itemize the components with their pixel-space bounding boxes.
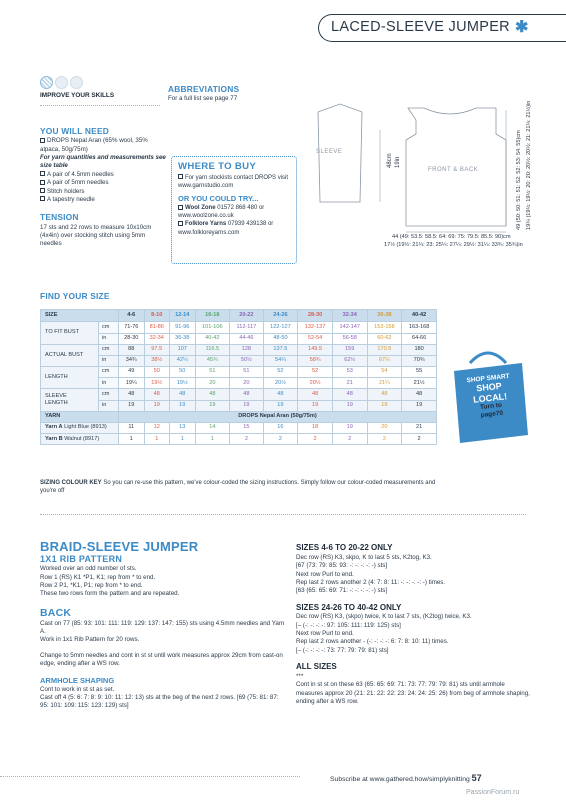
table-cell: 97.5 xyxy=(144,344,170,355)
list-item: Wool Zone 01572 868 480 or www.woolzone.co.uk xyxy=(178,205,265,220)
table-cell: 21 xyxy=(332,378,367,389)
armhole-step: Cont to work in st st as set. xyxy=(40,685,115,693)
checkbox-icon xyxy=(178,174,183,179)
rib-line: Row 1 (RS) K1 *P1, K1; rep from * to end. xyxy=(40,573,156,581)
table-cell: 50 xyxy=(170,367,196,378)
table-cell: 40-42 xyxy=(195,333,230,344)
unit-cell: in xyxy=(99,400,119,411)
abbreviations xyxy=(168,84,318,104)
size-header-cell: 4-6 xyxy=(119,310,145,322)
table-cell: 13 xyxy=(170,423,196,434)
table-cell: 12 xyxy=(144,423,170,434)
table-cell: 20½ xyxy=(298,378,333,389)
watermark: PassionForum.ru xyxy=(466,789,520,796)
pattern-instructions-continued xyxy=(296,543,532,706)
table-row xyxy=(41,322,437,333)
table-row xyxy=(41,400,437,411)
table-cell: 48 xyxy=(298,389,333,400)
table-cell: 49 xyxy=(119,367,145,378)
table-cell: 48 xyxy=(119,389,145,400)
rib-line: These two rows form the pattern and are repeated. xyxy=(40,590,180,598)
instruction-line: Next row Purl to end. xyxy=(296,570,354,578)
find-your-size-heading: FIND YOUR SIZE xyxy=(40,291,110,301)
table-cell: 58¾ xyxy=(298,355,333,366)
size-header-cell: 24-26 xyxy=(263,310,298,322)
table-cell: 112-117 xyxy=(230,322,263,333)
table-cell: 19 xyxy=(332,400,367,411)
table-row xyxy=(41,378,437,389)
rib-line: Row 2 P1, *K1, P1; rep from * to end. xyxy=(40,581,143,589)
sizing-key-text: So you can re-use this pattern, we've colour-coded the sizing instructions. Simply follow our colour-coded measurements and you're off xyxy=(40,480,436,495)
table-cell: 14 xyxy=(195,423,230,434)
size-header-cell: 32-34 xyxy=(332,310,367,322)
size-header-cell: 40-42 xyxy=(402,310,437,322)
table-cell: 142-147 xyxy=(332,322,367,333)
table-cell: 52 xyxy=(263,367,298,378)
table-cell: 19¼ xyxy=(119,378,145,389)
table-cell: 21 xyxy=(402,423,437,434)
unit-cell: in xyxy=(99,378,119,389)
row-label: TO FIT BUST xyxy=(41,322,99,344)
rib-line: Worked over an odd number of sts. xyxy=(40,565,137,573)
table-cell: 28-30 xyxy=(119,333,145,344)
skill-balls xyxy=(40,76,160,89)
table-cell: 48 xyxy=(332,389,367,400)
list-item: A tapestry needle xyxy=(40,196,166,204)
table-cell: 55 xyxy=(402,367,437,378)
divider xyxy=(40,105,160,106)
yarn-ball-icon xyxy=(55,76,68,89)
armhole-step: Cast off 4 (5: 6: 7: 8: 9: 10: 11: 12: 13) sts at the beg of the next 2 rows. [69 (75: 81: 87: 95: 101: 109: 115: 123: 129) sts] xyxy=(40,694,279,710)
table-cell: 51 xyxy=(230,367,263,378)
table-row xyxy=(41,344,437,355)
list-item: A pair of 4.5mm needles xyxy=(40,171,166,179)
abbreviations-heading: ABBREVIATIONS xyxy=(168,84,240,94)
pattern-instructions xyxy=(40,540,285,711)
back-step: Cast on 77 (85: 93: 101: 111: 119: 129: 137: 147: 155) sts using 4.5mm needles and Yarn A. xyxy=(40,619,285,636)
list-item-note: For yarn quantities and measurements see size table xyxy=(40,154,166,170)
alternatives-heading: OR YOU COULD TRY... xyxy=(178,194,259,204)
instruction-line: Rep last 2 rows another 2 (4: 7: 8: 11: -: -: -: -: -) times. xyxy=(296,578,446,586)
yarn-label: Yarn B Walnut (8917) xyxy=(41,434,119,445)
front-back-label: FRONT & BACK xyxy=(428,167,479,173)
size-header-cell: 36-38 xyxy=(367,310,402,322)
where-to-buy-heading: WHERE TO BUY xyxy=(178,161,257,172)
table-cell: 2 xyxy=(332,434,367,445)
table-cell: 48 xyxy=(367,389,402,400)
table-cell: 2 xyxy=(298,434,333,445)
table-cell: 21¼ xyxy=(367,378,402,389)
yarn-row xyxy=(41,423,437,434)
tension-text: 17 sts and 22 rows to measure 10x10cm (4x4in) over stocking stitch using 5mm needles xyxy=(40,223,152,248)
size-table xyxy=(40,309,437,445)
checkbox-icon xyxy=(40,171,45,176)
table-cell: 88 xyxy=(119,344,145,355)
size-header-cell: 28-30 xyxy=(298,310,333,322)
local-text: LOCAL! xyxy=(472,391,508,405)
table-cell: 21½ xyxy=(402,378,437,389)
sleeve-length-in: 19in xyxy=(395,156,401,168)
table-cell: 116.5 xyxy=(195,344,230,355)
table-cell: 48 xyxy=(195,389,230,400)
all-sizes-heading: ALL SIZES xyxy=(296,662,337,672)
yarn-name-cell: DROPS Nepal Aran (50g/75m) xyxy=(119,411,437,422)
you-will-need-heading: YOU WILL NEED xyxy=(40,126,109,136)
table-cell: 48-50 xyxy=(263,333,298,344)
table-cell: 11 xyxy=(119,423,145,434)
checkbox-icon xyxy=(40,196,45,201)
instruction-line: [67 (73: 79: 85: 93: -: -: -: -: -) sts] xyxy=(296,562,388,570)
table-cell: 42¼ xyxy=(170,355,196,366)
unit-cell: cm xyxy=(99,322,119,333)
table-cell: 19½ xyxy=(170,378,196,389)
body-width-cm: 44 (49: 53.5: 58.5: 64: 69: 75: 79.5: 85.5: 90)cm xyxy=(392,234,511,240)
page-number: 57 xyxy=(471,773,482,783)
table-cell: 15 xyxy=(230,423,263,434)
table-header-row xyxy=(41,310,437,322)
shop-local-badge xyxy=(446,349,530,447)
table-cell: 19 xyxy=(230,400,263,411)
checkbox-icon xyxy=(178,221,183,226)
table-row xyxy=(41,389,437,400)
table-cell: 45¾ xyxy=(195,355,230,366)
asterisk-icon: ✱ xyxy=(514,19,529,37)
page-footer xyxy=(0,768,566,788)
table-cell: 2 xyxy=(230,434,263,445)
table-cell: 50 xyxy=(144,367,170,378)
table-cell: 52-54 xyxy=(298,333,333,344)
table-cell: 48 xyxy=(402,389,437,400)
pattern-title-bar xyxy=(318,14,566,42)
table-cell: 153-158 xyxy=(367,322,402,333)
checkbox-icon xyxy=(40,188,45,193)
table-cell: 60-62 xyxy=(367,333,402,344)
table-cell: 122-127 xyxy=(263,322,298,333)
row-label: SLEEVE LENGTH xyxy=(41,389,99,411)
table-cell: 44-46 xyxy=(230,333,263,344)
sizing-colour-key xyxy=(40,479,440,495)
garment-schematic xyxy=(300,90,545,265)
where-to-buy-box xyxy=(171,156,297,264)
table-cell: 48 xyxy=(144,389,170,400)
instruction-line: [63 (65: 65: 69: 71: -: -: -: -: -) sts] xyxy=(296,587,388,595)
table-cell: 48 xyxy=(263,389,298,400)
table-row xyxy=(41,355,437,366)
yarn-header-cell: YARN xyxy=(41,411,119,422)
armhole-heading: ARMHOLE SHAPING xyxy=(40,675,115,685)
back-heading: BACK xyxy=(40,606,72,619)
table-cell: 1 xyxy=(170,434,196,445)
pattern-heading: BRAID-SLEEVE JUMPER xyxy=(40,539,199,554)
size-header-cell: 20-22 xyxy=(230,310,263,322)
page-ref-text: page70 xyxy=(480,409,504,419)
subscribe-link[interactable]: Subscribe at www.gathered.how/simplyknitting xyxy=(330,776,470,783)
table-cell: 19 xyxy=(195,400,230,411)
table-cell: 163-168 xyxy=(402,322,437,333)
table-cell: 107 xyxy=(170,344,196,355)
checkbox-icon xyxy=(40,138,45,143)
divider xyxy=(0,776,300,784)
size-header-cell: 16-18 xyxy=(195,310,230,322)
yarn-label: Yarn A Light Blue (8913) xyxy=(41,423,119,434)
tension-heading: TENSION xyxy=(40,212,79,223)
table-cell: 38½ xyxy=(144,355,170,366)
unit-cell: cm xyxy=(99,367,119,378)
table-cell: 54 xyxy=(367,367,402,378)
table-cell: 16 xyxy=(263,423,298,434)
unit-cell: cm xyxy=(99,344,119,355)
table-cell: 53 xyxy=(332,367,367,378)
instruction-line: [– (-: -: -: -: 73: 77: 79: 79: 81) sts] xyxy=(296,646,389,654)
table-cell: 71-76 xyxy=(119,322,145,333)
list-item: For yarn stockists contact DROPS visit www.garnstudio.com xyxy=(178,174,289,190)
body-length-cm: 49 (50: 50: 51: 51: 52: 52: 53: 54: 55)cm xyxy=(516,130,522,230)
back-step: Change to 5mm needles and cont in st st until work measures approx 29cm from cast-on edge, ending after a WS row. xyxy=(40,651,283,668)
instruction-line: Cont in st st on these 63 (65: 65: 69: 71: 73: 77: 79: 79: 81) sts until armhole measures approx 20 (21: 21: 22: 22: 23: 24: 24: 25: 26) from beg of armhole shaping, ending after a WS row. xyxy=(296,681,530,706)
shop-text: SHOP xyxy=(475,381,503,394)
skill-level xyxy=(40,76,160,106)
checkbox-icon xyxy=(40,180,45,185)
list-item: Folklore Yarns 07939 439138 or www.folkloreyarns.com xyxy=(178,221,274,236)
table-cell: 19 xyxy=(332,423,367,434)
table-cell: 32-34 xyxy=(144,333,170,344)
table-cell: 51 xyxy=(195,367,230,378)
unit-cell: cm xyxy=(99,389,119,400)
sleeve-label: SLEEVE xyxy=(316,149,343,155)
sleeve-length-cm: 48cm xyxy=(387,153,393,168)
list-item: DROPS Nepal Aran (65% wool, 35% alpaca, 50g/75m) xyxy=(40,137,148,153)
table-cell: 20 xyxy=(230,378,263,389)
back-step: Work in 1x1 Rib Pattern for 20 rows. xyxy=(40,636,140,644)
table-cell: 132-137 xyxy=(298,322,333,333)
table-cell: 19 xyxy=(367,400,402,411)
table-cell: 2 xyxy=(263,434,298,445)
table-cell: 48 xyxy=(170,389,196,400)
table-cell: 19 xyxy=(298,400,333,411)
sizes-heading: SIZES 4-6 TO 20-22 ONLY xyxy=(296,543,393,552)
section-mark: *** xyxy=(296,672,304,680)
shop-smart-text: SHOP SMART xyxy=(466,372,510,385)
yarn-header-row xyxy=(41,411,437,422)
table-cell: 20 xyxy=(367,423,402,434)
table-cell: 101-106 xyxy=(195,322,230,333)
checkbox-icon xyxy=(178,205,183,210)
table-cell: 149.5 xyxy=(298,344,333,355)
table-cell: 19 xyxy=(170,400,196,411)
table-cell: 18 xyxy=(298,423,333,434)
table-cell: 54¼ xyxy=(263,355,298,366)
pattern-title: LACED-SLEEVE JUMPER xyxy=(331,19,510,36)
table-cell: 20½ xyxy=(263,378,298,389)
table-cell: 2 xyxy=(367,434,402,445)
table-cell: 2 xyxy=(402,434,437,445)
instruction-line: Rep last 2 rows another - (-: -: -: -: 6: 7: 8: 10: 11) times. xyxy=(296,638,449,646)
row-label: ACTUAL BUST xyxy=(41,344,99,366)
row-label: LENGTH xyxy=(41,367,99,389)
table-cell: 159 xyxy=(332,344,367,355)
materials-column xyxy=(40,126,166,249)
body-width-in: 17½ (19½: 21¼: 23: 25¼: 27¼: 29½: 31¼: 33¾: 35¾)in xyxy=(384,242,523,248)
size-header-cell: 12-14 xyxy=(170,310,196,322)
list-item: Stitch holders xyxy=(40,188,166,196)
table-cell: 1 xyxy=(144,434,170,445)
yarn-ball-icon xyxy=(40,76,53,89)
table-cell: 180 xyxy=(402,344,437,355)
table-cell: 70¾ xyxy=(402,355,437,366)
yarn-row xyxy=(41,434,437,445)
table-cell: 50½ xyxy=(230,355,263,366)
list-item: A pair of 5mm needles xyxy=(40,179,166,187)
unit-cell: in xyxy=(99,333,119,344)
table-cell: 20 xyxy=(195,378,230,389)
skill-label: IMPROVE YOUR SKILLS xyxy=(40,92,115,99)
table-cell: 1 xyxy=(195,434,230,445)
instruction-line: [– (-: -: -: -: 97: 105: 111: 119: 125) sts] xyxy=(296,621,401,629)
turn-to-text: Turn to xyxy=(479,401,503,412)
table-cell: 19 xyxy=(144,400,170,411)
body-length-in: 19¼ (19½: 19½: 20: 20: 20½: 20½: 21: 21¼: 21½)in xyxy=(526,100,532,230)
table-cell: 137.5 xyxy=(263,344,298,355)
table-row xyxy=(41,367,437,378)
table-cell: 36-38 xyxy=(170,333,196,344)
abbreviations-text: For a full list see page 77 xyxy=(168,95,238,103)
sizes-heading: SIZES 24-26 TO 40-42 ONLY xyxy=(296,602,402,612)
divider xyxy=(40,514,526,515)
table-cell: 1 xyxy=(119,434,145,445)
table-cell: 34¾ xyxy=(119,355,145,366)
instruction-line: Next row Purl to end. xyxy=(296,630,354,638)
table-cell: 170.5 xyxy=(367,344,402,355)
table-cell: 91-96 xyxy=(170,322,196,333)
yarn-ball-icon xyxy=(70,76,83,89)
table-cell: 62½ xyxy=(332,355,367,366)
table-cell: 19 xyxy=(263,400,298,411)
unit-cell: in xyxy=(99,355,119,366)
table-cell: 19 xyxy=(402,400,437,411)
table-row xyxy=(41,333,437,344)
table-cell: 128 xyxy=(230,344,263,355)
table-cell: 67¼ xyxy=(367,355,402,366)
table-cell: 64-66 xyxy=(402,333,437,344)
table-cell: 48 xyxy=(230,389,263,400)
table-cell: 81-86 xyxy=(144,322,170,333)
table-header-cell: SIZE xyxy=(41,310,119,322)
table-cell: 19½ xyxy=(144,378,170,389)
instruction-line: Dec row (RS) K3, skpo, K to last 5 sts, K2tog, K3. xyxy=(296,553,432,561)
size-header-cell: 8-10 xyxy=(144,310,170,322)
table-cell: 19 xyxy=(119,400,145,411)
table-cell: 56-58 xyxy=(332,333,367,344)
rib-heading: 1X1 RIB PATTERN xyxy=(40,554,123,564)
sizing-key-heading: SIZING COLOUR KEY xyxy=(40,480,102,486)
table-cell: 52 xyxy=(298,367,333,378)
instruction-line: Dec row (RS) K3, (skpo) twice, K to last 7 sts, (K2tog) twice, K3. xyxy=(296,613,472,621)
